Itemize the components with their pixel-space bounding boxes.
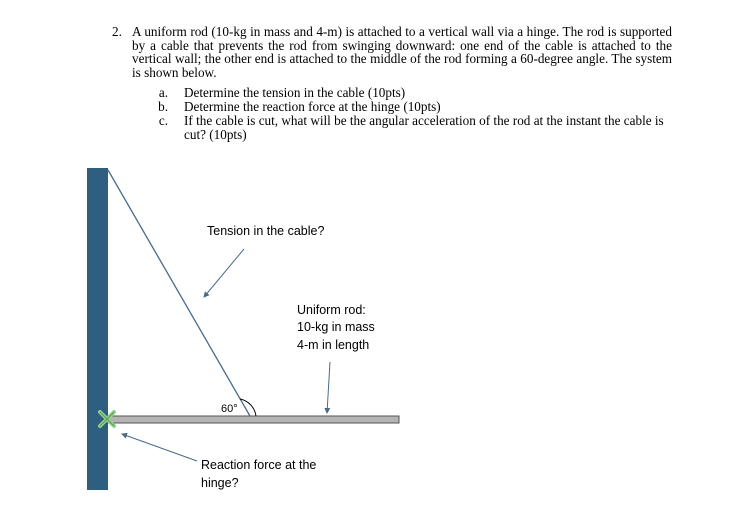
part-a-letter: a. [158, 85, 168, 100]
reaction-label-line1: Reaction force at the [201, 458, 317, 472]
problem-number: 2. [112, 24, 122, 39]
angle-label: 60° [221, 403, 238, 415]
reaction-arrow [122, 434, 197, 461]
reaction-label-line2: hinge? [201, 476, 239, 490]
part-a-text: Determine the tension in the cable (10pts) [184, 85, 406, 100]
rod [108, 416, 399, 423]
tension-arrow [204, 249, 244, 297]
part-b-letter: b. [158, 99, 168, 114]
rod-label-line3: 4-m in length [297, 338, 370, 352]
problem-statement: A uniform rod (10-kg in mass and 4-m) is attached to a vertical wall via a hinge. The rod is supported by a cable that prevents the rod from swinging downward: one end of the cable is attached to the vertical wall; the other end is attached to the middle of the rod forming a 60-degree angle. The system is shown below. [132, 24, 672, 80]
tension-label: Tension in the cable? [207, 224, 325, 238]
rod-label-line1: Uniform rod: [297, 303, 366, 317]
wall [87, 168, 108, 490]
part-c-text: If the cable is cut, what will be the angular acceleration of the rod at the instant the cable is cut? (10pts) [184, 113, 664, 142]
cable [108, 170, 250, 416]
rod-arrow [327, 362, 330, 413]
part-c-letter: c. [158, 113, 168, 128]
rod-label-line2: 10-kg in mass [297, 320, 375, 334]
part-b-text: Determine the reaction force at the hinge (10pts) [184, 99, 441, 114]
